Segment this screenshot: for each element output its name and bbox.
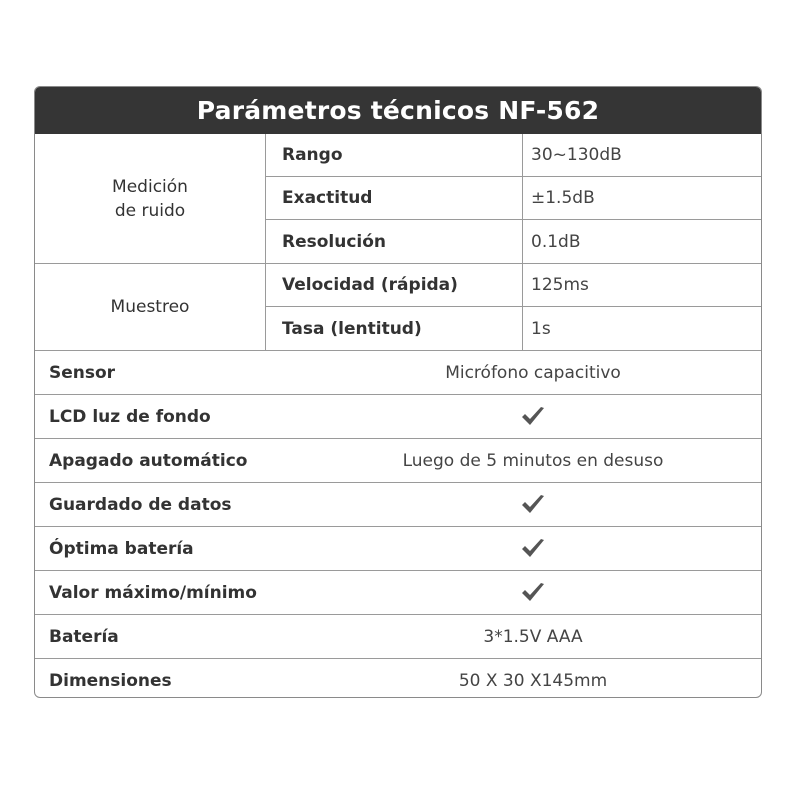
table-row [35, 351, 761, 395]
resolution-label: Resolución [266, 220, 523, 263]
check-icon [520, 580, 546, 606]
auto-off-label: Apagado automático [49, 450, 248, 471]
sampling-group [35, 264, 761, 351]
sampling-label: Muestreo [35, 264, 266, 350]
max-min-label: Valor máximo/mínimo [49, 582, 257, 603]
table-row [35, 483, 761, 527]
auto-off-value: Luego de 5 minutos en desuso [402, 450, 664, 471]
table-row [266, 220, 761, 263]
data-save-value [365, 483, 761, 526]
slow-rate-value: 1s [531, 318, 551, 339]
battery-label: Batería [49, 626, 119, 647]
noise-label-line2: de ruido [114, 200, 186, 221]
max-min-value [365, 571, 761, 614]
battery-value: 3*1.5V AAA [483, 626, 583, 647]
check-icon [520, 492, 546, 518]
table-row [35, 527, 761, 571]
data-save-label: Guardado de datos [49, 494, 232, 515]
table-title: Parámetros técnicos NF-562 [35, 87, 761, 134]
table-row [266, 177, 761, 220]
table-row [266, 264, 761, 307]
table-row [35, 395, 761, 439]
table-row [35, 615, 761, 659]
range-value: 30~130dB [531, 145, 622, 165]
noise-label-line1: Medición [112, 176, 188, 197]
noise-measurement-group [35, 134, 761, 264]
table-row [35, 439, 761, 483]
sensor-label: Sensor [49, 362, 116, 383]
backlight-label: LCD luz de fondo [49, 406, 211, 427]
fast-speed-label: Velocidad (rápida) [266, 264, 523, 306]
check-icon [520, 404, 546, 430]
spec-table [34, 86, 762, 698]
table-row [266, 134, 761, 177]
dimensions-label: Dimensiones [49, 671, 172, 691]
backlight-value [365, 395, 761, 438]
battery-optimal-value [365, 527, 761, 570]
dimensions-value: 50 X 30 X145mm [458, 671, 608, 691]
sensor-value: Micrófono capacitivo [445, 362, 621, 383]
slow-rate-label: Tasa (lentitud) [266, 307, 523, 350]
table-row [266, 307, 761, 350]
table-row [35, 659, 761, 698]
check-icon [520, 536, 546, 562]
range-label: Rango [266, 134, 523, 176]
fast-speed-value: 125ms [531, 275, 589, 295]
table-row [35, 571, 761, 615]
noise-measurement-label [35, 134, 266, 263]
resolution-value: 0.1dB [531, 231, 581, 252]
battery-optimal-label: Óptima batería [49, 538, 194, 559]
accuracy-value: ±1.5dB [531, 188, 595, 208]
accuracy-label: Exactitud [266, 177, 523, 219]
